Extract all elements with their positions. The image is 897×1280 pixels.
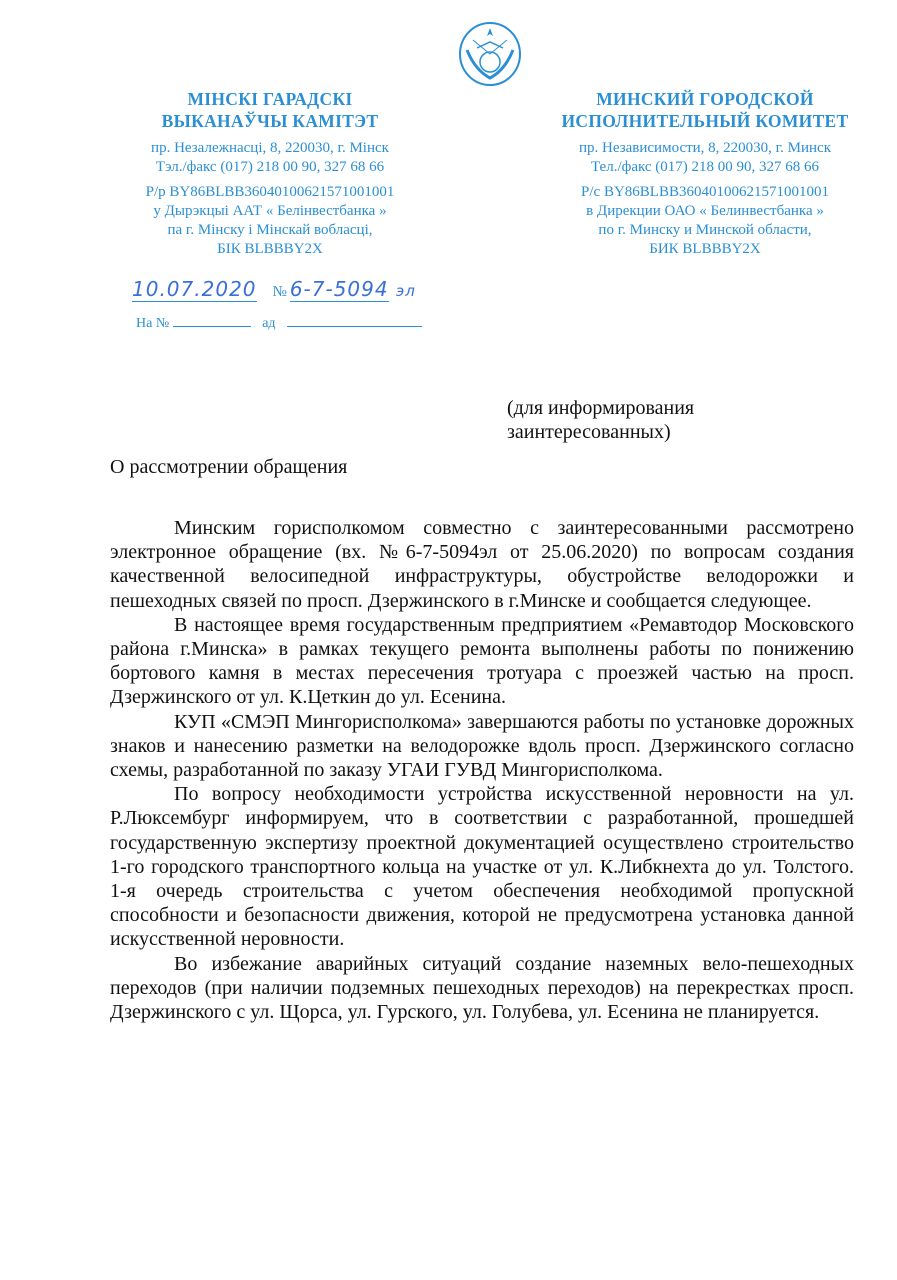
paragraph: По вопросу необходимости устройства искусственной неровности на ул. Р.Люксембург информируем, что в соответствии с разработанной, прошедшей государственную экспертизу проектной документацией осуществлено строительство 1-го городского транспортного кольца на участке от ул. К.Либкнехта до ул. Толстого. 1-я очередь строительства с учетом обеспечения необходимой пропускной способности и безопасности движения, которой не предусмотрена установка данной искусственной неровности. [110,783,854,951]
bank-line1: в Дирекции ОАО « Белинвестбанка » [586,203,824,219]
letter-body [110,516,854,1024]
paragraph: Во избежание аварийных ситуаций создание наземных вело-пешеходных переходов (при наличии подземных пешеходных переходов) на перекрестках просп. Дзержинского с ул. Щорса, ул. Гурского, ул. Голубева, ул. Есенина не планируется. [110,952,854,1024]
addressee [507,396,694,444]
handwritten-date: 10.07.2020 [132,277,257,301]
letterhead-belarusian [110,88,430,259]
addressee-line2: заинтересованных) [507,421,671,443]
bic: БИК BLBBBY2X [649,241,761,257]
ref-label: На № [136,316,170,331]
ref-from-label: ад [262,316,276,331]
org-name-line1: МІНСКІ ГАРАДСКІ [187,89,353,109]
org-name-line1: МИНСКИЙ ГОРОДСКОЙ [596,89,814,109]
paragraph: В настоящее время государственным предприятием «Ремавтодор Московского района г.Минска» в рамках текущего ремонта выполнены работы по понижению бортового камня в местах пересечения тротуара с проезжей частью на просп. Дзержинского от ул. К.Цеткин до ул. Есенина. [110,613,854,709]
account: Р/с BY86BLBB36040100621571001001 [581,184,829,200]
subject: О рассмотрении обращения [110,456,348,478]
registration-stamp [132,277,416,301]
bic: БІК BLBBBY2X [217,241,323,257]
org-name-line2: ВЫКАНАЎЧЫ КАМІТЭТ [161,111,379,131]
handwritten-suffix: эл [395,282,416,300]
handwritten-number: 6-7-5094 [289,277,389,301]
address: пр. Незалежнасці, 8, 220030, г. Мінск [151,140,389,156]
bank-line1: у Дырэкцыі ААТ « Белінвестбанка » [153,203,387,219]
letterhead-russian [525,88,885,259]
reference-line [136,314,422,332]
addressee-line1: (для информирования [507,397,695,419]
org-name-line2: ИСПОЛНИТЕЛЬНЫЙ КОМИТЕТ [561,111,849,131]
state-emblem [455,20,525,88]
bank-line2: па г. Мінску і Мінскай вобласці, [167,222,373,238]
number-label: № [272,284,288,300]
phone: Тел./факс (017) 218 00 90, 327 68 66 [590,159,820,175]
address: пр. Независимости, 8, 220030, г. Минск [579,140,831,156]
paragraph: Минским горисполкомом совместно с заинтересованными рассмотрено электронное обращение (вх. №6-7-5094эл от 25.06.2020) по вопросам создания качественной велосипедной инфраструктуры, обустройстве велодорожки и пешеходных связей по просп. Дзержинского в г.Минске и сообщается следующее. [110,517,854,612]
account: Р/р BY86BLBB36040100621571001001 [145,184,395,200]
phone: Тэл./факс (017) 218 00 90, 327 68 66 [155,159,385,175]
bank-line2: по г. Минску и Минской области, [598,222,812,238]
paragraph: КУП «СМЭП Мингорисполкома» завершаются работы по установке дорожных знаков и нанесению разметки на велодорожке вдоль просп. Дзержинского согласно схемы, разработанной по заказу УГАИ ГУВД Мингорисполкома. [110,710,854,782]
